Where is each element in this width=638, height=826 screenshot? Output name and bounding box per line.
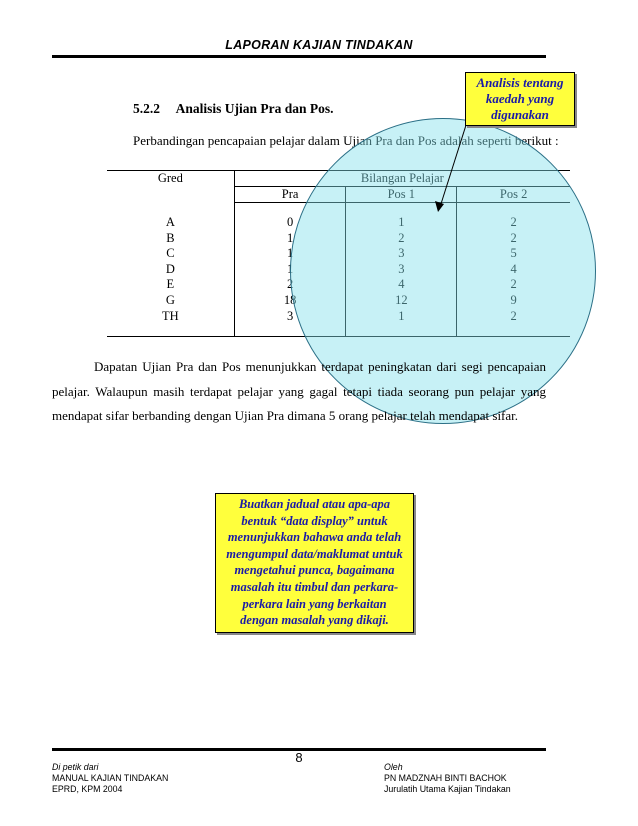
cell-gred: E bbox=[107, 277, 234, 293]
footer-author-line1: PN MADZNAH BINTI BACHOK bbox=[384, 773, 507, 783]
note-line: dengan masalah yang dikaji. bbox=[240, 613, 389, 628]
footer-author bbox=[384, 762, 511, 795]
section-title: Analisis Ujian Pra dan Pos. bbox=[175, 101, 334, 116]
cell-pos2: 2 bbox=[510, 215, 517, 229]
note-line: Analisis tentang bbox=[476, 75, 564, 90]
cell-gred: TH bbox=[107, 309, 234, 325]
cell-pos2: 2 bbox=[510, 308, 517, 323]
cell-gred: G bbox=[107, 293, 234, 309]
cell-pos1: 4 bbox=[346, 277, 457, 293]
cell-pos1: 1 bbox=[346, 309, 457, 325]
body-paragraph bbox=[52, 355, 546, 429]
footer-author-line2: Jurulatih Utama Kajian Tindakan bbox=[384, 784, 511, 794]
column-header-pra: Pra bbox=[234, 187, 346, 203]
cell-pos2: 4 bbox=[510, 261, 517, 276]
cell-pra: 0 bbox=[234, 215, 346, 231]
section-number: 5.2.2 bbox=[133, 101, 160, 116]
cell-pos1: 2 bbox=[346, 231, 457, 247]
note-line: menunjukkan bahawa anda telah bbox=[227, 530, 402, 545]
cell-pos2: 2 bbox=[510, 277, 517, 292]
note-line: masalah itu timbul dan perkara- bbox=[230, 579, 399, 594]
cell-gred: A bbox=[107, 215, 234, 231]
page-header-title: LAPORAN KAJIAN TINDAKAN bbox=[225, 38, 413, 52]
footer-author-label: Oleh bbox=[384, 762, 403, 772]
callout-note-instruction bbox=[215, 493, 414, 633]
callout-note-analysis bbox=[465, 72, 575, 126]
cell-pra: 18 bbox=[234, 293, 346, 309]
cell-pos1: 12 bbox=[346, 293, 457, 309]
note-line: kaedah yang bbox=[485, 91, 555, 106]
note-line: mengetahui punca, bagaimana bbox=[234, 563, 395, 578]
note-line: bentuk “data display” untuk bbox=[241, 513, 388, 528]
cell-pos1: 3 bbox=[346, 262, 457, 278]
page-number: 8 bbox=[295, 750, 303, 765]
cell-gred: B bbox=[107, 231, 234, 247]
cell-gred: C bbox=[107, 246, 234, 262]
intro-text: Perbandingan pencapaian pelajar dalam Ujian Pra dan Pos adalah seperti berikut : bbox=[133, 133, 559, 148]
group-header: Bilangan Pelajar bbox=[234, 171, 570, 187]
cell-pra: 2 bbox=[234, 277, 346, 293]
cell-pra: 1 bbox=[234, 246, 346, 262]
cell-pos2: 2 bbox=[510, 230, 517, 245]
paragraph-text: Dapatan Ujian Pra dan Pos menunjukkan terdapat peningkatan dari segi pencapaian pelajar. Walaupun masih terdapat pelajar yang gagal tetapi tiada seorang pun pelajar yang mendapat sifar berbanding dengan Ujian Pra dimana 5 orang pelajar telah mendapat sifar. bbox=[52, 359, 546, 423]
cell-pra: 1 bbox=[234, 231, 346, 247]
note-line: perkara lain yang berkaitan bbox=[242, 596, 387, 611]
footer-source-label: Di petik dari bbox=[52, 762, 99, 772]
cell-gred: D bbox=[107, 262, 234, 278]
cell-pos1: 1 bbox=[346, 215, 457, 231]
footer-source-line2: EPRD, KPM 2004 bbox=[52, 784, 123, 794]
cell-pra: 1 bbox=[234, 262, 346, 278]
cell-pra: 3 bbox=[234, 309, 346, 325]
note-line: Buatkan jadual atau apa-apa bbox=[238, 497, 391, 511]
column-header-pos1: Pos 1 bbox=[346, 187, 457, 203]
footer-source bbox=[52, 762, 168, 795]
column-header-pos2: Pos 2 bbox=[457, 187, 570, 203]
cell-pos1: 3 bbox=[346, 246, 457, 262]
cell-pos2: 9 bbox=[510, 292, 517, 307]
footer-source-line1: MANUAL KAJIAN TINDAKAN bbox=[52, 773, 169, 783]
note-line: digunakan bbox=[491, 107, 549, 122]
note-line: mengumpul data/maklumat untuk bbox=[226, 546, 403, 561]
cell-pos2: 5 bbox=[510, 246, 517, 261]
gred-header: Gred bbox=[107, 171, 234, 187]
